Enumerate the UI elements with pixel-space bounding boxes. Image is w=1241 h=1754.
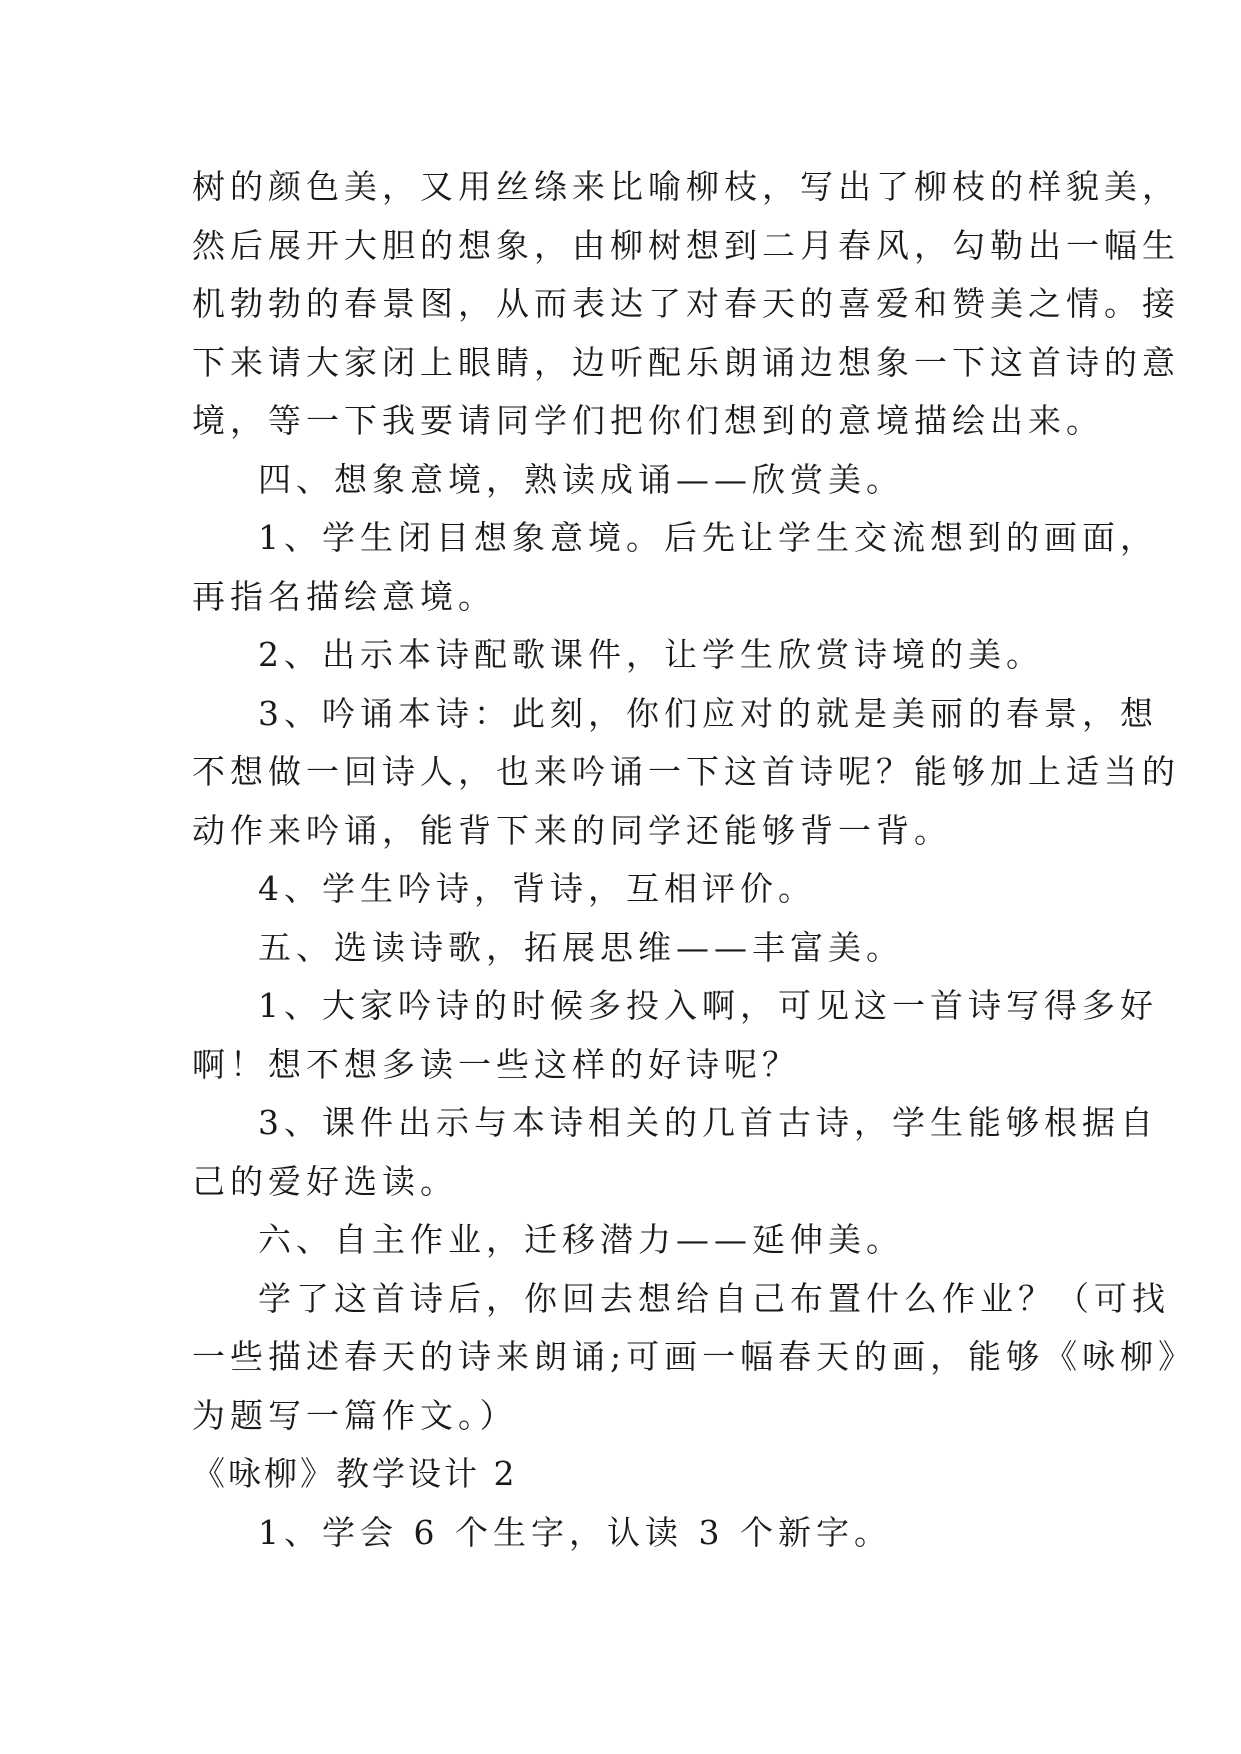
text-line: 机勃勃的春景图，从而表达了对春天的喜爱和赞美之情。接 — [192, 284, 1180, 323]
document-body — [192, 158, 1197, 1562]
section-heading: 五、选读诗歌，拓展思维——丰富美。 — [258, 927, 904, 967]
text-line: 3、课件出示与本诗相关的几首古诗，学生能够根据自 — [258, 1103, 1158, 1142]
text-line: 一些描述春天的诗来朗诵;可画一幅春天的画，能够《咏柳》 — [192, 1337, 1197, 1376]
text-line: 下来请大家闭上眼睛，边听配乐朗诵边想象一下这首诗的意 — [192, 342, 1180, 382]
text-line: 再指名描绘意境。 — [192, 576, 496, 616]
text-line: 啊！想不想多读一些这样的好诗呢？ — [192, 1044, 800, 1084]
text-line: 不想做一回诗人，也来吟诵一下这首诗呢？能够加上适当的 — [192, 752, 1180, 791]
text-line: 3、吟诵本诗：此刻，你们应对的就是美丽的春景，想 — [258, 693, 1158, 733]
document-title: 《咏柳》教学设计 2 — [192, 1454, 518, 1493]
text-line: 1、学会 6 个生字，认读 3 个新字。 — [258, 1512, 892, 1552]
text-line: 1、大家吟诗的时候多投入啊，可见这一首诗写得多好 — [258, 986, 1158, 1025]
section-heading: 六、自主作业，迁移潜力——延伸美。 — [258, 1220, 904, 1259]
text-line: 然后展开大胆的想象，由柳树想到二月春风，勾勒出一幅生 — [192, 225, 1180, 265]
text-line: 境，等一下我要请同学们把你们想到的意境描绘出来。 — [192, 401, 1104, 440]
text-line: 为题写一篇作文。） — [192, 1395, 518, 1435]
text-line: 1、学生闭目想象意境。后先让学生交流想到的画面， — [258, 518, 1158, 557]
text-line: 己的爱好选读。 — [192, 1161, 458, 1201]
section-heading: 四、想象意境，熟读成诵——欣赏美。 — [258, 459, 904, 499]
text-line: 树的颜色美，又用丝绦来比喻柳枝，写出了柳枝的样貌美， — [192, 167, 1180, 206]
text-line: 动作来吟诵，能背下来的同学还能够背一背。 — [192, 810, 952, 850]
text-line: 学了这首诗后，你回去想给自己布置什么作业？（可找 — [258, 1278, 1170, 1318]
text-line: 2、出示本诗配歌课件，让学生欣赏诗境的美。 — [258, 635, 1044, 674]
text-line: 4、学生吟诗，背诗，互相评价。 — [258, 869, 816, 908]
